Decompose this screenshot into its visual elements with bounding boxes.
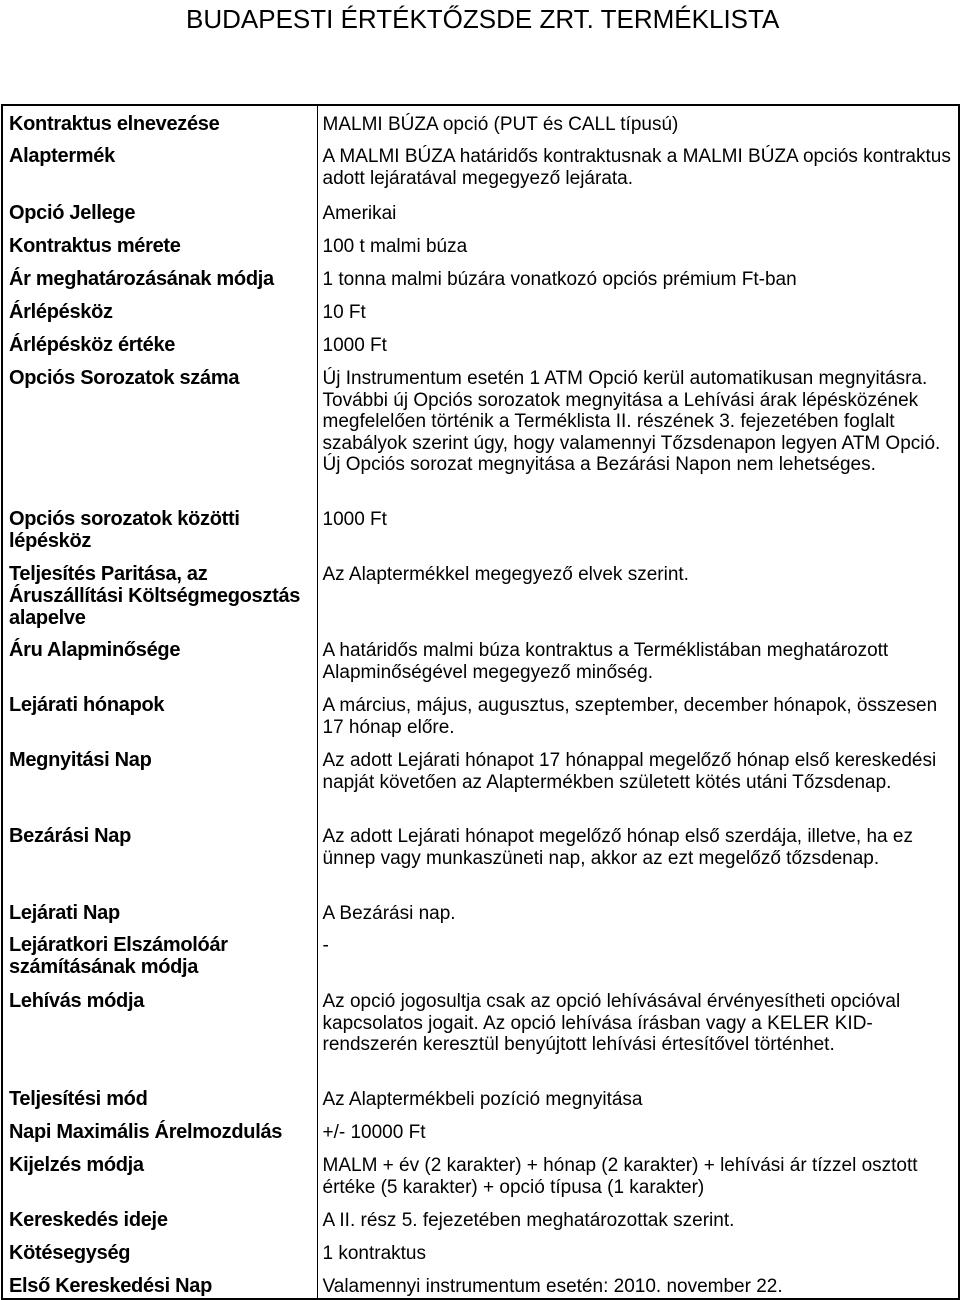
row-value-series-count: Új Instrumentum esetén 1 ATM Opció kerül automatikusan megnyitásra. További új Opciós sorozatok megnyitása a Lehívási árak lépésközének megfelelően történik a Terméklista II. részének 3. fejezetében foglalt szabályok szerint úgy, hogy valamennyi Tőzsdenapon legyen ATM Opció. Új Opciós sorozat megnyitása a Bezárási Napon nem lehetséges. bbox=[317, 360, 959, 501]
row-label-pricing-method: Ár meghatározásának módja bbox=[9, 268, 274, 290]
row-label-lot-size: Kötésegység bbox=[9, 1242, 131, 1264]
row-value-lot-size: 1 kontraktus bbox=[317, 1235, 959, 1268]
row-label-first-trading-day: Első Kereskedési Nap bbox=[9, 1275, 212, 1297]
row-value-expiry-months: A március, május, augusztus, szeptember, december hónapok, összesen 17 hónap előre. bbox=[317, 687, 959, 742]
table-row bbox=[2, 1268, 959, 1299]
row-value-tick-size: 10 Ft bbox=[317, 294, 959, 327]
table-row bbox=[2, 1081, 959, 1114]
table-row bbox=[2, 983, 959, 1081]
table-row bbox=[2, 1235, 959, 1268]
row-value-expiry-day: A Bezárási nap. bbox=[317, 895, 959, 927]
row-label-exercise-method: Lehívás módja bbox=[9, 990, 145, 1012]
row-label-settlement-price: Lejáratkori Elszámolóár számításának módja bbox=[9, 934, 228, 978]
row-value-delivery-parity: Az Alaptermékkel megegyező elvek szerint. bbox=[317, 556, 959, 632]
row-label-contract-name: Kontraktus elnevezése bbox=[9, 113, 220, 135]
row-label-expiry-months: Lejárati hónapok bbox=[9, 694, 165, 716]
page-title: BUDAPESTI ÉRTÉKTŐZSDE ZRT. TERMÉKLISTA bbox=[186, 4, 780, 34]
row-label-trading-hours: Kereskedés ideje bbox=[9, 1209, 168, 1231]
table-row bbox=[2, 261, 959, 294]
row-label-underlying: Alaptermék bbox=[9, 145, 115, 167]
row-label-delivery-parity: Teljesítés Paritása, az Áruszállítási Költségmegosztás alapelve bbox=[9, 563, 301, 629]
row-value-opening-day: Az adott Lejárati hónapot 17 hónappal megelőző hónap első kereskedési napját követően az Alaptermékben született kötés utáni Tőzsdenap. bbox=[317, 742, 959, 818]
table-row bbox=[2, 294, 959, 327]
table-row bbox=[2, 742, 959, 818]
table-row bbox=[2, 105, 959, 138]
row-value-contract-name: MALMI BÚZA opció (PUT és CALL típusú) bbox=[317, 105, 959, 138]
row-label-tick-size: Árlépésköz bbox=[9, 301, 113, 323]
row-label-option-style: Opció Jellege bbox=[9, 202, 136, 224]
row-value-price-limit: +/- 10000 Ft bbox=[317, 1114, 959, 1147]
row-value-series-step: 1000 Ft bbox=[317, 501, 959, 556]
row-label-base-quality: Áru Alapminősége bbox=[9, 639, 181, 661]
row-value-ticker-format: MALM + év (2 karakter) + hónap (2 karakter) + lehívási ár tízzel osztott értéke (5 karakter) + opció típusa (1 karakter) bbox=[317, 1147, 959, 1202]
row-label-series-count: Opciós Sorozatok száma bbox=[9, 367, 240, 389]
table-row bbox=[2, 501, 959, 556]
row-value-exercise-method: Az opció jogosultja csak az opció lehívásával érvényesítheti opcióval kapcsolatos jogait. Az opció lehívása írásban vagy a KELER KID-rendszerén keresztül benyújtott lehívási értesítővel történhet. bbox=[317, 983, 959, 1081]
table-row bbox=[2, 138, 959, 195]
table-row bbox=[2, 632, 959, 687]
row-value-contract-size: 100 t malmi búza bbox=[317, 228, 959, 261]
table-row bbox=[2, 687, 959, 742]
table-row bbox=[2, 1202, 959, 1235]
row-value-trading-hours: A II. rész 5. fejezetében meghatározottak szerint. bbox=[317, 1202, 959, 1235]
product-spec-table bbox=[1, 104, 960, 1300]
table-row bbox=[2, 1114, 959, 1147]
table-row bbox=[2, 195, 959, 228]
row-value-closing-day: Az adott Lejárati hónapot megelőző hónap első szerdája, illetve, ha ez ünnep vagy munkaszüneti nap, akkor az ezt megelőző tőzsdenap. bbox=[317, 818, 959, 895]
row-value-underlying: A MALMI BÚZA határidős kontraktusnak a MALMI BÚZA opciós kontraktus adott lejáratával megegyező lejárata. bbox=[317, 138, 959, 195]
table-row bbox=[2, 327, 959, 360]
table-row bbox=[2, 895, 959, 927]
row-label-settlement-mode: Teljesítési mód bbox=[9, 1088, 148, 1110]
row-value-settlement-price: - bbox=[317, 927, 959, 983]
row-label-contract-size: Kontraktus mérete bbox=[9, 235, 181, 257]
table-row bbox=[2, 360, 959, 501]
row-value-option-style: Amerikai bbox=[317, 195, 959, 228]
row-value-settlement-mode: Az Alaptermékbeli pozíció megnyitása bbox=[317, 1081, 959, 1114]
table-row bbox=[2, 1147, 959, 1202]
row-label-series-step: Opciós sorozatok közötti lépésköz bbox=[9, 508, 240, 552]
table-row bbox=[2, 556, 959, 632]
table-row bbox=[2, 818, 959, 895]
row-label-expiry-day: Lejárati Nap bbox=[9, 902, 120, 924]
table-row bbox=[2, 927, 959, 983]
row-value-pricing-method: 1 tonna malmi búzára vonatkozó opciós prémium Ft-ban bbox=[317, 261, 959, 294]
row-value-first-trading-day: Valamennyi instrumentum esetén: 2010. november 22. bbox=[317, 1268, 959, 1299]
row-label-opening-day: Megnyitási Nap bbox=[9, 749, 152, 771]
row-value-tick-value: 1000 Ft bbox=[317, 327, 959, 360]
table-row bbox=[2, 228, 959, 261]
row-label-tick-value: Árlépésköz értéke bbox=[9, 334, 176, 356]
row-label-closing-day: Bezárási Nap bbox=[9, 825, 132, 847]
row-value-base-quality: A határidős malmi búza kontraktus a Terméklistában meghatározott Alapminőségével megegyező minőség. bbox=[317, 632, 959, 687]
row-label-price-limit: Napi Maximális Árelmozdulás bbox=[9, 1121, 283, 1143]
row-label-ticker-format: Kijelzés módja bbox=[9, 1154, 144, 1176]
